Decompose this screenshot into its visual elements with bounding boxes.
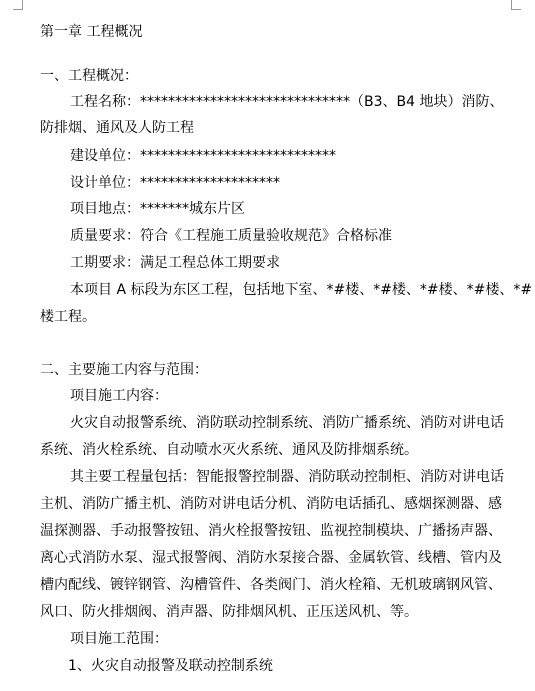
construction-scope-label: 项目施工范围： (70, 631, 168, 647)
quantities-line-5: 槽内配线、镀锌钢管、沟槽管件、各类阀门、消火栓箱、无机玻璃钢风管、 (40, 577, 502, 593)
quantities-line: 其主要工程量包括：智能报警控制器、消防联动控制柜、消防对讲电话 (70, 469, 504, 485)
quality-line: 质量要求：符合《工程施工质量验收规范》合格标准 (70, 228, 392, 244)
section-heading-overview: 一、工程概况： (40, 68, 138, 84)
page-corner-mark-left (13, 0, 23, 10)
quantities-line-2: 主机、消防广播主机、消防对讲电话分机、消防电话插孔、感烟探测器、感 (40, 496, 502, 512)
owner-line: 建设单位：**************************** (70, 148, 336, 164)
scope-line-continued: 楼工程。 (40, 309, 96, 325)
systems-line: 火灾自动报警系统、消防联动控制系统、消防广播系统、消防对讲电话 (70, 415, 504, 431)
location-line: 项目地点：*******城东片区 (70, 201, 245, 217)
quantities-line-3: 温探测器、手动报警按钮、消火栓报警按钮、监视控制模块、广播扬声器、 (40, 523, 502, 539)
designer-line: 设计单位：******************** (70, 175, 280, 191)
construction-content-label: 项目施工内容： (70, 388, 168, 404)
quantities-line-4: 离心式消防水泵、湿式报警阀、消防水泵接合器、金属软管、线槽、管内及 (40, 550, 502, 566)
section-heading-scope: 二、主要施工内容与范围： (40, 362, 208, 378)
project-name-line-continued: 防排烟、通风及人防工程 (40, 120, 194, 136)
project-name-line: 工程名称：******************************（B3、B4 地块）消防、 (70, 94, 504, 110)
scope-item-1: 1、火灾自动报警及联动控制系统 (68, 658, 273, 674)
page-corner-mark-right (511, 0, 521, 10)
systems-line-continued: 系统、消火栓系统、自动喷水灭火系统、通风及防排烟系统。 (40, 442, 418, 458)
schedule-line: 工期要求：满足工程总体工期要求 (70, 255, 280, 271)
chapter-title: 第一章 工程概况 (40, 24, 143, 40)
scope-line: 本项目 A 标段为东区工程，包括地下室、*#楼、*#楼、*#楼、*#楼、*# (70, 282, 533, 298)
quantities-line-6: 风口、防火排烟阀、消声器、防排烟风机、正压送风机、等。 (40, 604, 418, 620)
